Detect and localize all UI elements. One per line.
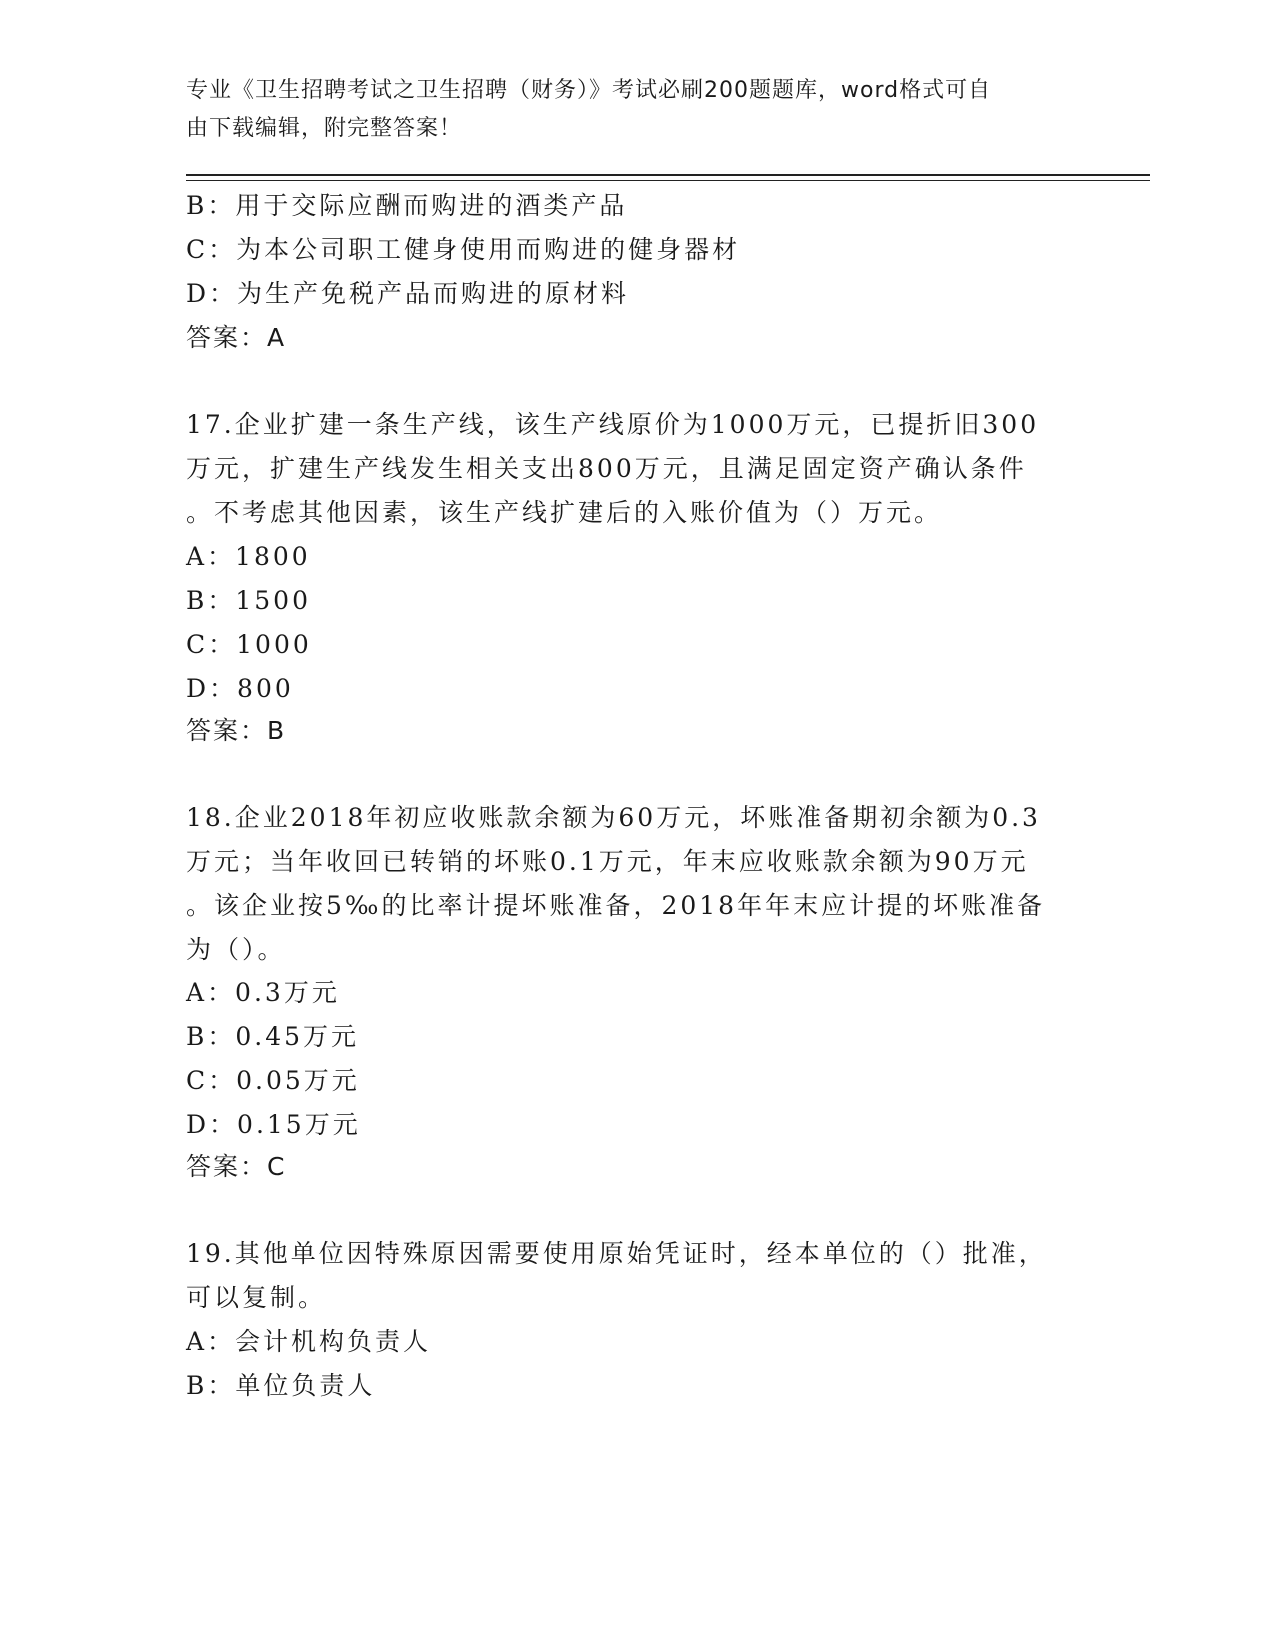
document-header xyxy=(186,72,1086,148)
question-18-option-b: B：0.45万元 xyxy=(186,1022,360,1051)
option-b: B：用于交际应酬而购进的酒类产品 xyxy=(186,191,628,220)
header-divider-thin xyxy=(186,180,1150,181)
question-18-line-1: 18.企业2018年初应收账款余额为60万元，坏账准备期初余额为0.3 xyxy=(186,803,1041,832)
question-17-option-b: B：1500 xyxy=(186,586,311,615)
option-c: C：为本公司职工健身使用而购进的健身器材 xyxy=(186,235,741,264)
option-d: D：为生产免税产品而购进的原材料 xyxy=(186,279,630,308)
question-19-line-1: 19.其他单位因特殊原因需要使用原始凭证时，经本单位的（）批准， xyxy=(186,1239,1047,1268)
question-17-line-2: 万元，扩建生产线发生相关支出800万元，且满足固定资产确认条件 xyxy=(186,454,1027,483)
question-17-line-3: 。不考虑其他因素，该生产线扩建后的入账价值为（）万元。 xyxy=(186,498,943,527)
question-18-line-2: 万元；当年收回已转销的坏账0.1万元，年末应收账款余额为90万元 xyxy=(186,847,1029,876)
question-17-line-1: 17.企业扩建一条生产线，该生产线原价为1000万元，已提折旧300 xyxy=(186,410,1040,439)
header-divider xyxy=(186,174,1150,176)
question-19-option-a: A：会计机构负责人 xyxy=(186,1327,432,1356)
question-18-option-a: A：0.3万元 xyxy=(186,978,340,1007)
question-18-answer: 答案：C xyxy=(186,1152,287,1181)
header-line-2: 由下载编辑，附完整答案！ xyxy=(186,116,463,141)
question-19-option-b: B：单位负责人 xyxy=(186,1371,376,1400)
question-17-option-a: A：1800 xyxy=(186,542,311,571)
question-18-option-d: D：0.15万元 xyxy=(186,1110,361,1139)
question-17-option-c: C：1000 xyxy=(186,630,312,659)
answer-line: 答案：A xyxy=(186,323,287,352)
question-18-line-3: 。该企业按5‰的比率计提坏账准备，2018年年末应计提的坏账准备 xyxy=(186,891,1046,920)
question-17-answer: 答案：B xyxy=(186,716,287,745)
question-18-line-4: 为（）。 xyxy=(186,935,286,964)
header-line-1: 专业《卫生招聘考试之卫生招聘（财务）》考试必刷200题题库，word格式可自 xyxy=(186,78,992,103)
question-18-option-c: C：0.05万元 xyxy=(186,1066,360,1095)
question-17-option-d: D：800 xyxy=(186,674,294,703)
question-19-line-2: 可以复制。 xyxy=(186,1283,327,1312)
